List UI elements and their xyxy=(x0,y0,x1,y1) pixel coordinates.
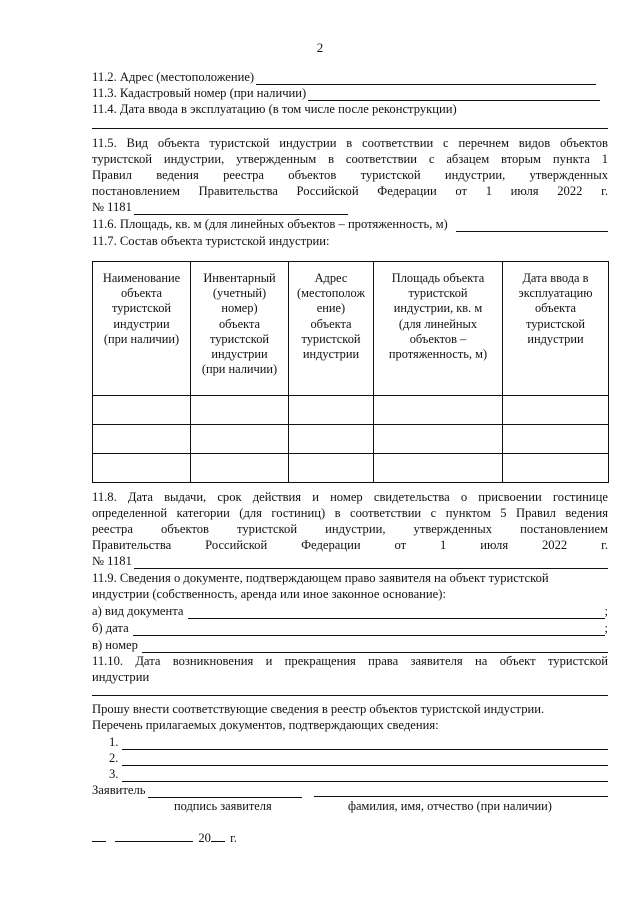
header-cell-commission-date: Дата ввода в эксплуатацию объекта туристской индустрии xyxy=(503,262,609,396)
year-prefix: 20 xyxy=(198,831,211,845)
attachment-input-line[interactable] xyxy=(122,754,608,766)
attachment-item[interactable] xyxy=(109,767,608,782)
applicant-label: Заявитель xyxy=(92,783,146,797)
table-cell[interactable] xyxy=(93,454,191,483)
header-cell-area: Площадь объекта туристской индустрии, кв. м (для линейных объектов – протяженность, м) xyxy=(374,262,503,396)
cadastral-field[interactable] xyxy=(92,86,600,101)
table-cell[interactable] xyxy=(93,425,191,454)
cadastral-input-line[interactable] xyxy=(308,89,600,101)
table-cell[interactable] xyxy=(191,396,289,425)
table-row xyxy=(93,396,609,425)
address-field[interactable] xyxy=(92,70,596,85)
attachment-input-line[interactable] xyxy=(122,770,608,782)
address-label: 11.2. Адрес (местоположение) xyxy=(92,70,255,84)
table-cell[interactable] xyxy=(503,454,609,483)
table-cell[interactable] xyxy=(289,396,374,425)
section-11-8-line2: определенной категории (для гостиниц) в соответствии с пунктом 5 Правил ведения xyxy=(92,506,608,520)
area-field[interactable] xyxy=(92,217,608,232)
table-cell[interactable] xyxy=(503,425,609,454)
section-11-9-line2: индустрии (собственность, аренда или иное законное основание): xyxy=(92,587,446,601)
attachment-number: 1. xyxy=(109,735,119,749)
table-cell[interactable] xyxy=(289,425,374,454)
doc-type-semicolon: ; xyxy=(604,604,608,618)
doc-type-label: а) вид документа xyxy=(92,604,184,618)
table-cell[interactable] xyxy=(289,454,374,483)
table-cell[interactable] xyxy=(374,396,503,425)
composition-label: 11.7. Состав объекта туристской индустрии: xyxy=(92,234,330,248)
certificate-input-line[interactable] xyxy=(134,557,608,569)
attachment-item[interactable] xyxy=(109,735,608,750)
doc-date-input-line[interactable] xyxy=(133,624,605,636)
header-cell-name: Наименование объекта туристской индустрии (при наличии) xyxy=(93,262,191,396)
commission-date-label: 11.4. Дата ввода в эксплуатацию (в том числе после реконструкции) xyxy=(92,102,457,116)
signature-caption: подпись заявителя xyxy=(174,799,272,813)
section-11-8-number-field[interactable] xyxy=(92,554,608,569)
type-input-line[interactable] xyxy=(134,203,348,215)
attachment-item[interactable] xyxy=(109,751,608,766)
header-cell-address: Адрес (местополож ение) объекта туристской индустрии xyxy=(289,262,374,396)
doc-number-label: в) номер xyxy=(92,638,138,652)
signature-input-line[interactable] xyxy=(148,786,303,798)
doc-date-field[interactable] xyxy=(92,621,608,636)
year-input-line[interactable] xyxy=(211,830,225,842)
section-11-8-line5: № 1181 xyxy=(92,554,132,568)
table-cell[interactable] xyxy=(93,396,191,425)
table-row xyxy=(93,425,609,454)
section-11-10-line2: индустрии xyxy=(92,670,150,684)
doc-type-field[interactable] xyxy=(92,604,608,619)
section-11-5-number-field[interactable] xyxy=(92,200,348,215)
table-cell[interactable] xyxy=(503,396,609,425)
doc-number-field[interactable] xyxy=(92,638,608,653)
address-input-line[interactable] xyxy=(256,73,596,85)
table-cell[interactable] xyxy=(374,454,503,483)
section-11-5-line2: туристской индустрии, утвержденным в соответствии с абзацем вторым пункта 1 xyxy=(92,152,608,166)
table-cell[interactable] xyxy=(374,425,503,454)
day-input-line[interactable] xyxy=(92,830,106,842)
attachment-number: 3. xyxy=(109,767,119,781)
attachments-label: Перечень прилагаемых документов, подтверждающих сведения: xyxy=(92,718,439,732)
date-line[interactable] xyxy=(92,830,608,846)
doc-type-input-line[interactable] xyxy=(188,607,605,619)
doc-date-label: б) дата xyxy=(92,621,129,635)
name-field[interactable] xyxy=(314,783,608,797)
section-11-5-line5: № 1181 xyxy=(92,200,132,214)
table-row xyxy=(93,454,609,483)
section-11-9-line1: 11.9. Сведения о документе, подтверждающем право заявителя на объект туристской xyxy=(92,571,549,585)
commission-date-input-line[interactable] xyxy=(92,127,608,129)
section-11-5-line1: 11.5. Вид объекта туристской индустрии в соответствии с перечнем видов объектов xyxy=(92,136,608,150)
request-text: Прошу внести соответствующие сведения в реестр объектов туристской индустрии. xyxy=(92,702,545,716)
section-11-5-line4: постановлением Правительства Российской Федерации от 1 июля 2022 г. xyxy=(92,184,608,198)
section-11-5-line3: Правил ведения реестра объектов туристской индустрии, утвержденных xyxy=(92,168,608,182)
applicant-signature-field[interactable] xyxy=(92,783,302,798)
attachment-input-line[interactable] xyxy=(122,738,608,750)
attachment-number: 2. xyxy=(109,751,119,765)
rights-date-input-line[interactable] xyxy=(92,694,608,696)
name-input-line[interactable] xyxy=(314,795,608,797)
section-11-8-line1: 11.8. Дата выдачи, срок действия и номер свидетельства о присвоении гостинице xyxy=(92,490,608,504)
area-input-line[interactable] xyxy=(456,220,608,232)
table-header-row xyxy=(93,262,609,396)
section-11-8-line3: реестра объектов туристской индустрии, утвержденных постановлением xyxy=(92,522,608,536)
table-cell[interactable] xyxy=(191,454,289,483)
section-11-10-line1: 11.10. Дата возникновения и прекращения права заявителя на объект туристской xyxy=(92,654,608,668)
header-cell-inventory: Инвентарный (учетный) номер) объекта туристской индустрии (при наличии) xyxy=(191,262,289,396)
doc-number-input-line[interactable] xyxy=(142,641,608,653)
area-label: 11.6. Площадь, кв. м (для линейных объектов – протяженность, м) xyxy=(92,217,448,231)
name-caption: фамилия, имя, отчество (при наличии) xyxy=(348,799,552,813)
section-11-8-line4: Правительства Российской Федерации от 1 июля 2022 г. xyxy=(92,538,608,552)
doc-date-semicolon: ; xyxy=(604,621,608,635)
year-suffix: г. xyxy=(230,831,237,845)
cadastral-label: 11.3. Кадастровый номер (при наличии) xyxy=(92,86,307,100)
page-number: 2 xyxy=(316,40,324,55)
month-input-line[interactable] xyxy=(115,830,193,842)
table-cell[interactable] xyxy=(191,425,289,454)
composition-table xyxy=(92,261,609,483)
